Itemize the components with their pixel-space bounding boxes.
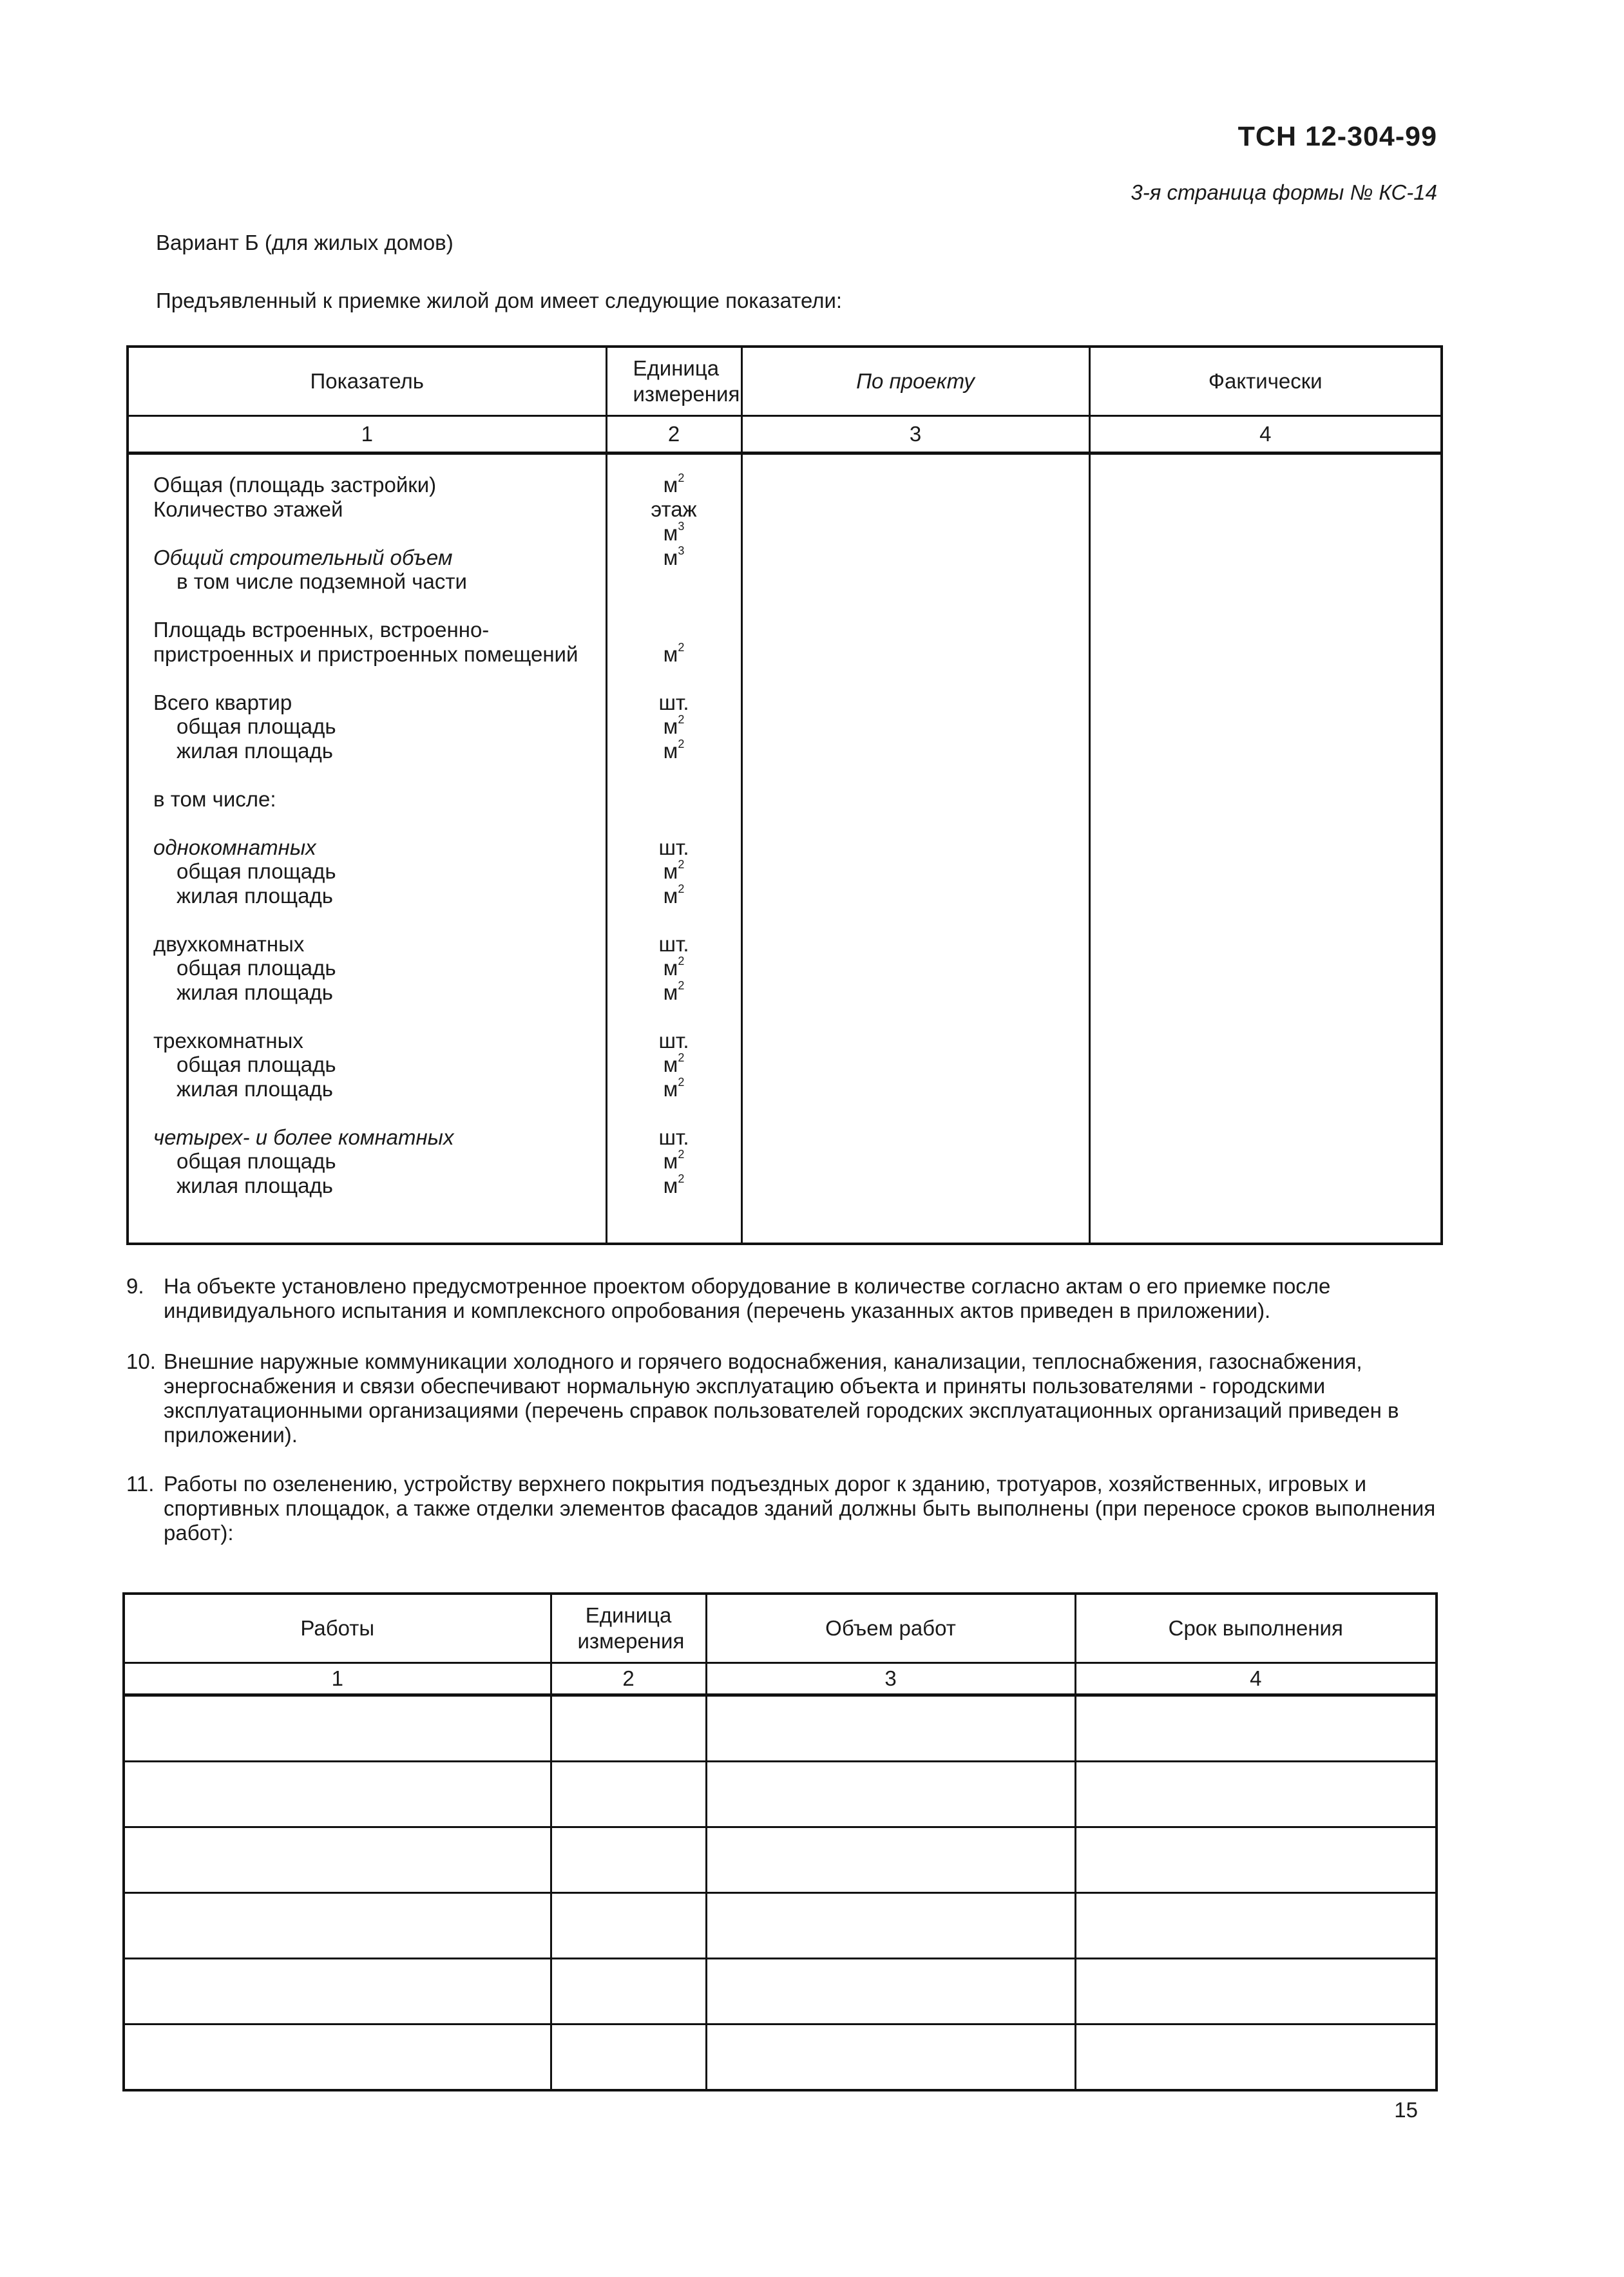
col-number: 1	[128, 416, 606, 453]
works-cell[interactable]	[124, 1893, 551, 1959]
note-number: 9.	[126, 1274, 144, 1298]
indicator-label: Общая (площадь застройки)	[153, 473, 437, 497]
page-number: 15	[1394, 2098, 1418, 2122]
project-value-cell[interactable]	[741, 453, 1089, 1244]
indicator-label: в том числе подземной части	[177, 569, 467, 593]
unit-label	[607, 521, 741, 546]
actual-value-cell[interactable]	[1089, 453, 1442, 1244]
unit-label	[607, 835, 741, 860]
unit-exponent: 2	[678, 472, 685, 484]
header-indicator: Показатель	[128, 347, 606, 416]
deadline-cell[interactable]	[1075, 1827, 1437, 1893]
table-row	[124, 1827, 1437, 1893]
unit-exponent: 2	[678, 1148, 685, 1161]
unit-exponent: 2	[678, 1172, 685, 1185]
indicator-label: общая площадь	[177, 859, 336, 883]
unit-base: м	[663, 980, 678, 1004]
volume-cell[interactable]	[706, 1695, 1075, 1762]
table-body-row	[128, 453, 1442, 1244]
indicator-label	[153, 594, 606, 618]
indicator-label: жилая площадь	[177, 980, 333, 1004]
indicator-label: жилая площадь	[177, 883, 333, 908]
unit-label	[607, 980, 741, 1005]
deadline-cell[interactable]	[1075, 1695, 1437, 1762]
indicator-label: общая площадь	[177, 1053, 336, 1076]
unit-label	[607, 787, 741, 812]
unit-label	[607, 1174, 741, 1198]
header-unit: Единица измерения	[606, 347, 741, 416]
deadline-cell[interactable]	[1075, 1959, 1437, 2025]
unit-label	[607, 1053, 741, 1077]
col-number: 3	[706, 1663, 1075, 1695]
deadline-cell[interactable]	[1075, 1893, 1437, 1959]
indicator-label	[153, 811, 606, 835]
volume-cell[interactable]	[706, 1959, 1075, 2025]
unit-label	[607, 811, 741, 835]
header-project: По проекту	[741, 347, 1089, 416]
col-number: 2	[606, 416, 741, 453]
unit-base: шт.	[658, 1028, 689, 1053]
indicator-list	[153, 473, 606, 1197]
unit-label	[607, 666, 741, 691]
note-number: 10.	[126, 1349, 156, 1373]
indicator-label	[153, 521, 606, 546]
document-code: ТСН 12-304-99	[1237, 121, 1437, 152]
col-number: 1	[124, 1663, 551, 1695]
table-header-row	[124, 1594, 1437, 1663]
unit-label	[607, 1004, 741, 1029]
unit-base: м	[663, 642, 678, 666]
unit-label	[607, 1029, 741, 1053]
col-number: 3	[741, 416, 1089, 453]
unit-base: м	[663, 738, 678, 763]
works-cell[interactable]	[124, 1762, 551, 1827]
form-page-label: 3-я страница формы № КС-14	[1131, 180, 1437, 204]
table-header-row	[128, 347, 1442, 416]
unit-base: м	[663, 714, 678, 738]
col-number: 4	[1075, 1663, 1437, 1695]
unit-exponent: 2	[678, 640, 685, 654]
unit-base: м	[663, 1173, 678, 1197]
works-cell[interactable]	[124, 2025, 551, 2091]
indicator-label: Общий строительный объем	[153, 545, 453, 569]
col-number: 2	[551, 1663, 706, 1695]
unit-exponent: 2	[678, 955, 685, 967]
unit-exponent: 2	[678, 1075, 685, 1089]
table-row	[124, 2025, 1437, 2091]
table-row	[124, 1762, 1437, 1827]
unit-base: м	[663, 883, 678, 908]
unit-label	[607, 932, 741, 957]
column-number-row	[124, 1663, 1437, 1695]
indicator-label: трехкомнатных	[153, 1028, 303, 1053]
unit-cell[interactable]	[551, 2025, 706, 2091]
unit-cell[interactable]	[551, 1893, 706, 1959]
column-number-row	[128, 416, 1442, 453]
works-table	[122, 1592, 1438, 2091]
works-cell[interactable]	[124, 1827, 551, 1893]
indicator-label	[153, 666, 606, 691]
indicator-label: в том числе:	[153, 786, 276, 811]
unit-label	[607, 714, 741, 739]
indicator-label: двухкомнатных	[153, 931, 305, 956]
indicator-label: общая площадь	[177, 1149, 336, 1173]
unit-base: шт.	[658, 1125, 689, 1149]
unit-label	[607, 763, 741, 787]
note-9	[126, 1274, 1440, 1323]
unit-list	[607, 473, 741, 1197]
unit-exponent: 2	[678, 858, 685, 871]
unit-cell[interactable]	[551, 1959, 706, 2025]
unit-exponent: 3	[678, 544, 685, 557]
indicator-label: Площадь встроенных, встроенно-	[153, 618, 490, 642]
unit-exponent: 2	[678, 882, 685, 895]
indicator-label: общая площадь	[177, 956, 336, 980]
indicator-label	[153, 763, 606, 787]
unit-label	[607, 569, 741, 594]
indicator-label: однокомнатных	[153, 835, 316, 859]
unit-label	[607, 908, 741, 932]
unit-base: м	[663, 473, 678, 497]
unit-base: м	[663, 1076, 678, 1101]
unit-exponent: 2	[678, 978, 685, 992]
unit-base: м	[663, 545, 678, 569]
header-volume: Объем работ	[706, 1594, 1075, 1663]
table-row	[124, 1695, 1437, 1762]
unit-label	[607, 594, 741, 618]
indicator-label: четырех- и более комнатных	[153, 1125, 454, 1149]
indicator-label: жилая площадь	[177, 1173, 333, 1197]
indicators-table	[126, 345, 1443, 1245]
note-text: На объекте установлено предусмотренное проектом оборудование в количестве согласно актам о его приемке после индивидуального испытания и комплексного опробования (перечень указанных актов приведен в приложении).	[164, 1274, 1331, 1322]
indicator-cell	[128, 453, 606, 1244]
indicator-label: общая площадь	[177, 714, 336, 738]
unit-base: м	[663, 521, 678, 545]
unit-label	[607, 956, 741, 980]
unit-label	[607, 546, 741, 570]
unit-cell[interactable]	[551, 1695, 706, 1762]
note-11	[126, 1472, 1440, 1545]
unit-base: м	[663, 956, 678, 980]
unit-exponent: 3	[678, 520, 685, 533]
col-number: 4	[1089, 416, 1442, 453]
note-text: Работы по озеленению, устройству верхнего покрытия подъездных дорог к зданию, тротуаров, хозяйственных, игровых и спортивных площадок, а также отделки элементов фасадов зданий должны быть выполнены (при переносе сроков выполнения работ):	[164, 1472, 1436, 1545]
unit-label	[607, 473, 741, 497]
unit-cell	[606, 453, 741, 1244]
note-text: Внешние наружные коммуникации холодного и горячего водоснабжения, канализации, теплоснабжения, газоснабжения, энергоснабжения и связи обеспечивают нормальную эксплуатацию объекта и приняты пользователями - городскими эксплуатационными организациями (перечень справок пользователей городских эксплуатационных организаций приведен в приложении).	[164, 1349, 1399, 1447]
deadline-cell[interactable]	[1075, 1762, 1437, 1827]
table-row	[124, 1959, 1437, 2025]
unit-label	[607, 1149, 741, 1174]
note-10	[126, 1349, 1440, 1447]
variant-label: Вариант Б (для жилых домов)	[156, 231, 454, 254]
works-cell[interactable]	[124, 1959, 551, 2025]
header-actual: Фактически	[1089, 347, 1442, 416]
header-unit: Единица измерения	[551, 1594, 706, 1663]
unit-exponent: 2	[678, 713, 685, 726]
indicator-label: Всего квартир	[153, 690, 292, 714]
unit-label	[607, 618, 741, 642]
unit-base: м	[663, 859, 678, 883]
unit-label	[607, 884, 741, 908]
unit-exponent: 2	[678, 737, 685, 750]
volume-cell[interactable]	[706, 1762, 1075, 1827]
volume-cell[interactable]	[706, 2025, 1075, 2091]
header-deadline: Срок выполнения	[1075, 1594, 1437, 1663]
indicator-label: жилая площадь	[177, 738, 333, 763]
unit-label	[607, 691, 741, 715]
intro-text: Предъявленный к приемке жилой дом имеет следующие показатели:	[156, 289, 843, 312]
indicator-label	[153, 908, 606, 932]
unit-exponent: 2	[678, 1051, 685, 1064]
indicator-label	[153, 1004, 606, 1029]
unit-base: шт.	[658, 690, 689, 714]
unit-label	[607, 1101, 741, 1125]
unit-base: шт.	[658, 931, 689, 956]
unit-base: этаж	[651, 497, 697, 521]
unit-label	[607, 859, 741, 884]
unit-cell[interactable]	[551, 1762, 706, 1827]
indicator-label: жилая площадь	[177, 1076, 333, 1101]
unit-label	[607, 1125, 741, 1150]
unit-label	[607, 642, 741, 667]
note-number: 11.	[126, 1472, 155, 1496]
volume-cell[interactable]	[706, 1827, 1075, 1893]
table-row	[124, 1893, 1437, 1959]
unit-base: шт.	[658, 835, 689, 859]
unit-cell[interactable]	[551, 1827, 706, 1893]
indicator-label: Количество этажей	[153, 497, 343, 521]
unit-base: м	[663, 1053, 678, 1076]
unit-label	[607, 497, 741, 522]
indicator-label	[153, 1101, 606, 1125]
volume-cell[interactable]	[706, 1893, 1075, 1959]
deadline-cell[interactable]	[1075, 2025, 1437, 2091]
works-cell[interactable]	[124, 1695, 551, 1762]
indicator-label: пристроенных и пристроенных помещений	[153, 642, 578, 666]
unit-label	[607, 1077, 741, 1101]
unit-label	[607, 739, 741, 763]
unit-base: м	[663, 1149, 678, 1173]
header-works: Работы	[124, 1594, 551, 1663]
